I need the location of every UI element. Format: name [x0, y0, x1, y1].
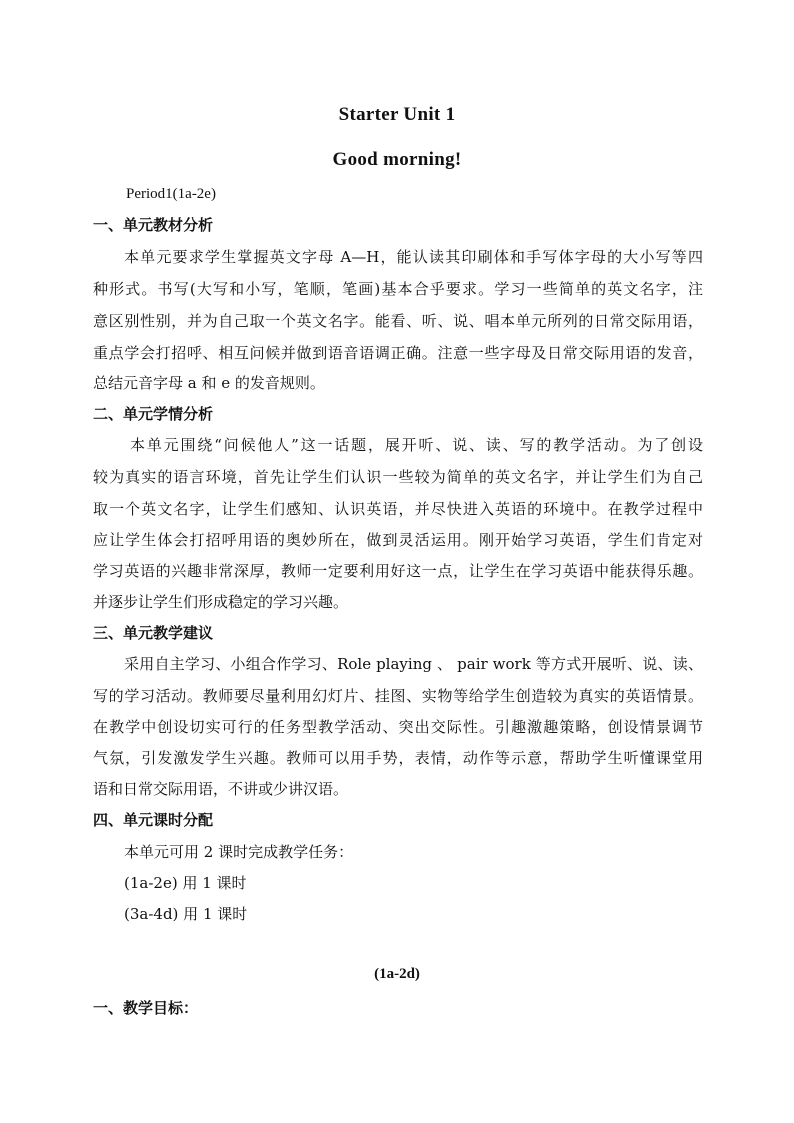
paragraph-line: 气氛，引发激发学生兴趣。教师可以用手势，表情，动作等示意，帮助学生听懂课堂用 — [93, 749, 703, 767]
paragraph-line: 学习英语的兴趣非常深厚，教师一定要利用好这一点，让学生在学习英语中能获得乐趣。 — [93, 562, 703, 580]
paragraph-line: 写的学习活动。教师要尽量利用幻灯片、挂图、实物等给学生创造较为真实的英语情景。 — [93, 687, 703, 705]
lesson-label: (1a-2d) — [374, 966, 420, 982]
paragraph-line: 取一个英文名字，让学生们感知、认识英语，并尽快进入英语的环境中。在教学过程中 — [93, 500, 703, 518]
section-heading-teaching-objectives: 一、教学目标： — [93, 999, 199, 1017]
paragraph-line: 并逐步让学生们形成稳定的学习兴趣。 — [93, 593, 349, 611]
paragraph-line: 较为真实的语言环境，首先让学生们认识一些较为简单的英文名字，并让学生们为自己 — [93, 468, 703, 486]
paragraph-line: 采用自主学习、小组合作学习、Role playing 、 pair work 等方式开展听、说、读、 — [124, 655, 703, 673]
section-heading-learner-analysis: 二、单元学情分析 — [93, 405, 214, 423]
paragraph-line: 本单元可用 2 课时完成教学任务： — [124, 843, 354, 861]
paragraph-line: 本单元要求学生掌握英文字母 A—H，能认读其印刷体和手写体字母的大小写等四 — [124, 248, 703, 266]
paragraph-line: (3a-4d) 用 1 课时 — [124, 905, 248, 923]
section-heading-teaching-suggestions: 三、单元教学建议 — [93, 624, 214, 642]
paragraph-line: (1a-2e) 用 1 课时 — [124, 874, 247, 892]
document-subtitle: Good morning! — [332, 149, 462, 170]
paragraph-line: 在教学中创设切实可行的任务型教学活动、突出交际性。引趣激趣策略，创设情景调节 — [93, 718, 703, 736]
paragraph-line: 语和日常交际用语，不讲或少讲汉语。 — [93, 780, 349, 798]
paragraph-line: 本单元围绕“问候他人”这一话题，展开听、说、读、写的教学活动。为了创设 — [130, 436, 703, 454]
period-label: Period1(1a-2e) — [126, 186, 216, 202]
document-title: Starter Unit 1 — [338, 104, 456, 125]
paragraph-line: 总结元音字母 a 和 e 的发音规则。 — [93, 374, 325, 392]
section-heading-textbook-analysis: 一、单元教材分析 — [93, 216, 214, 234]
paragraph-line: 种形式。书写(大写和小写，笔顺，笔画)基本合乎要求。学习一些简单的英文名字，注 — [93, 280, 703, 298]
paragraph-line: 意区别性别，并为自己取一个英文名字。能看、听、说、唱本单元所列的日常交际用语， — [93, 312, 703, 330]
section-heading-lesson-allocation: 四、单元课时分配 — [93, 811, 214, 829]
paragraph-line: 应让学生体会打招呼用语的奥妙所在，做到灵活运用。刚开始学习英语，学生们肯定对 — [93, 531, 703, 549]
paragraph-line: 重点学会打招呼、相互问候并做到语音语调正确。注意一些字母及日常交际用语的发音， — [93, 344, 703, 362]
